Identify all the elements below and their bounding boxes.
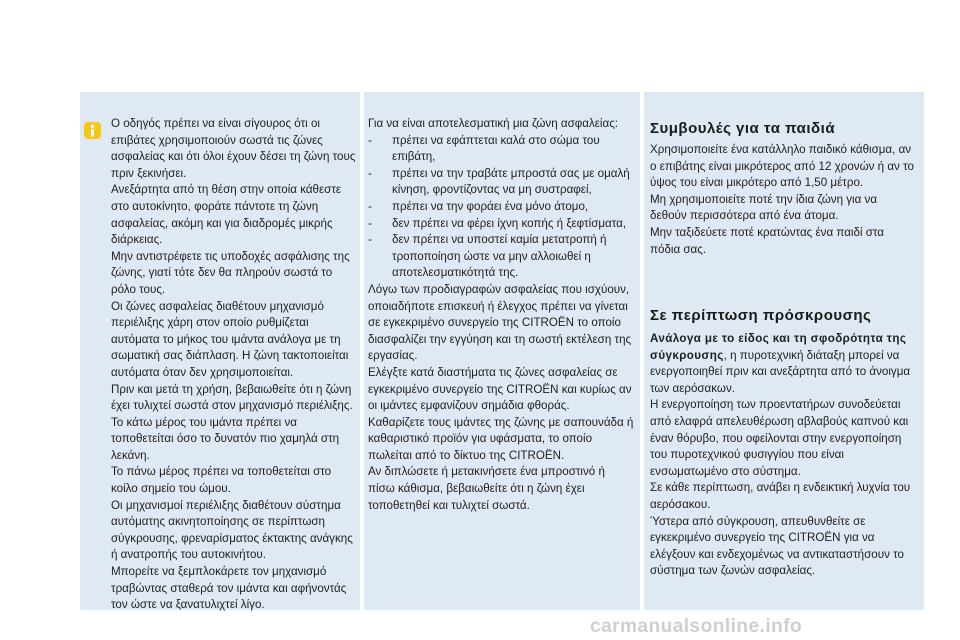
list-item: - πρέπει να την τραβάτε μπροστά σας με ομαλή κίνηση, φροντίζοντας να μη συστραφεί,	[368, 166, 634, 199]
left-paragraph: Οι μηχανισμοί περιέλιξης διαθέτουν σύστημα αυτόματης ακινητοποίησης σε περίπτωση σύγκρουσης, φρεναρίσματος έκτακτης ανάγκης ή ανατροπής του αυτοκινήτου.	[111, 498, 353, 562]
collision-paragraph: Η ενεργοποίηση των προεντατήρων συνοδεύεται από ελαφρά απελευθέρωση αβλαβούς καπνού και έναν θόρυβο, που οφείλονται στην ενεργοποίηση του πυροτεχνικού φυσιγγίου που είναι ενσωματωμένο στο σύστημα.	[650, 398, 909, 478]
list-item: - δεν πρέπει να φέρει ίχνη κοπής ή ξεφτίσματα,	[368, 216, 634, 233]
middle-intro: Για να είναι αποτελεσματική μια ζώνη ασφαλείας:	[368, 117, 619, 130]
left-paragraph: Οι ζώνες ασφαλείας διαθέτουν μηχανισμό περιέλιξης χάρη στον οποίο ρυθμίζεται αυτόματα το μήκος του ιμάντα ανάλογα με τη σωματική σας διάπλαση. Η ζώνη τακτοποιείται αυτόματα όταν δεν χρησιμοποιείται.	[111, 299, 349, 379]
middle-paragraph: Ελέγξτε κατά διαστήματα τις ζώνες ασφαλείας σε εγκεκριμένο συνεργείο της CITROËN και κυρίως αν οι ιμάντες εμφανίζουν σημάδια φθοράς.	[368, 365, 632, 413]
left-paragraph: Πριν και μετά τη χρήση, βεβαιωθείτε ότι η ζώνη έχει τυλιχτεί σωστά στον μηχανισμό περιέλιξης.	[111, 382, 353, 413]
requirements-list	[368, 133, 634, 282]
collision-paragraph: Σε κάθε περίπτωση, ανάβει η ενδεικτική λυχνία του αερόσακου.	[650, 481, 911, 511]
advice-paragraph: Μη χρησιμοποιείτε ποτέ την ίδια ζώνη για να δεθούν περισσότερα από ένα άτομα.	[650, 192, 878, 223]
middle-paragraph: Καθαρίζετε τους ιμάντες της ζώνης με σαπουνάδα ή καθαριστικό προϊόν για υφάσματα, το οποίο πωλείται από το δίκτυο της CITROËN.	[368, 415, 634, 462]
left-paragraph: Ο οδηγός πρέπει να είναι σίγουρος ότι οι επιβάτες χρησιμοποιούν σωστά τις ζώνες ασφαλείας και ότι όλοι έχουν δέσει τη ζώνη τους πριν ξεκινήσει.	[111, 117, 356, 180]
seatbelt-warning-text	[111, 116, 357, 614]
collision-text	[650, 331, 920, 580]
list-item: - πρέπει να την φοράει ένα μόνο άτομο,	[368, 199, 634, 216]
seatbelt-effectiveness-text	[368, 116, 634, 514]
left-paragraph: Μην αντιστρέφετε τις υποδοχές ασφάλισης της ζώνης, γιατί τότε δεν θα πληρούν σωστά το ρόλο τους.	[111, 249, 350, 296]
middle-paragraph: Αν διπλώσετε ή μετακινήσετε ένα μπροστινό ή πίσω κάθισμα, βεβαιωθείτε ότι η ζώνη έχει τοποθετηθεί και τυλιχτεί σωστά.	[368, 465, 605, 512]
collision-paragraph: Ύστερα από σύγκρουση, απευθυνθείτε σε εγκεκριμένο συνεργείο της CITROËN για να ελέγξουν και ενδεχομένως να αντικαταστήσουν το σύστημα των ζωνών ασφαλείας.	[650, 514, 904, 578]
left-paragraph: Μπορείτε να ξεμπλοκάρετε τον μηχανισμό τραβώντας σταθερά τον ιμάντα και αφήνοντάς τον ώστε να ξανατυλιχτεί λίγο.	[111, 565, 347, 612]
left-paragraph: Ανεξάρτητα από τη θέση στην οποία κάθεστε στο αυτοκίνητο, φοράτε πάντοτε τη ζώνη ασφαλείας, ακόμη και για διαδρομές μικρής διάρκειας.	[111, 183, 342, 247]
advice-paragraph: Μην ταξιδεύετε ποτέ κρατώντας ένα παιδί στα πόδια σας.	[650, 225, 885, 256]
advice-paragraph: Χρησιμοποιείτε ένα κατάλληλο παιδικό κάθισμα, αν ο επιβάτης είναι μικρότερος από 12 χρονών ή αν το ύψος του είναι μικρότερο από 1,50 μέτρο.	[650, 143, 914, 190]
children-advice-heading: Συμβουλές για τα παιδιά	[650, 120, 836, 137]
watermark: carmanualsonline.info	[590, 616, 803, 637]
list-item: - πρέπει να εφάπτεται καλά στο σώμα του επιβάτη,	[368, 133, 634, 166]
collision-heading: Σε περίπτωση πρόσκρουσης	[650, 307, 872, 324]
collision-intro	[650, 331, 920, 397]
left-paragraph: Το πάνω μέρος πρέπει να τοποθετείται στο κοίλο σημείο του ώμου.	[111, 465, 332, 496]
left-paragraph: Το κάτω μέρος του ιμάντα πρέπει να τοποθετείται όσο το δυνατόν πιο χαμηλά στη λεκάνη.	[111, 415, 340, 462]
middle-paragraph: Λόγω των προδιαγραφών ασφαλείας που ισχύουν, οποιαδήποτε επισκευή ή έλεγχος πρέπει να γίνεται σε εγκεκριμένο συνεργείο της CITROËN το οποίο διασφαλίζει την εγγύηση και τη σωστή εκτέλεση της εργασίας.	[368, 282, 632, 363]
collision-lead-rest: , η πυροτεχνική διάταξη μπορεί να ενεργοποιηθεί πριν και ανεξάρτητα από το άνοιγμα των αερόσακων.	[650, 348, 911, 395]
list-item: - δεν πρέπει να υποστεί καμία μετατροπή ή τροποποίηση ώστε να μην αλλοιωθεί η αποτελεσματικότητά της.	[368, 232, 634, 282]
children-advice-text	[650, 142, 916, 258]
collision-bold-lead: Ανάλογα με το είδος και τη σφοδρότητα της σύγκρουσης	[650, 332, 907, 362]
info-icon	[84, 122, 101, 139]
